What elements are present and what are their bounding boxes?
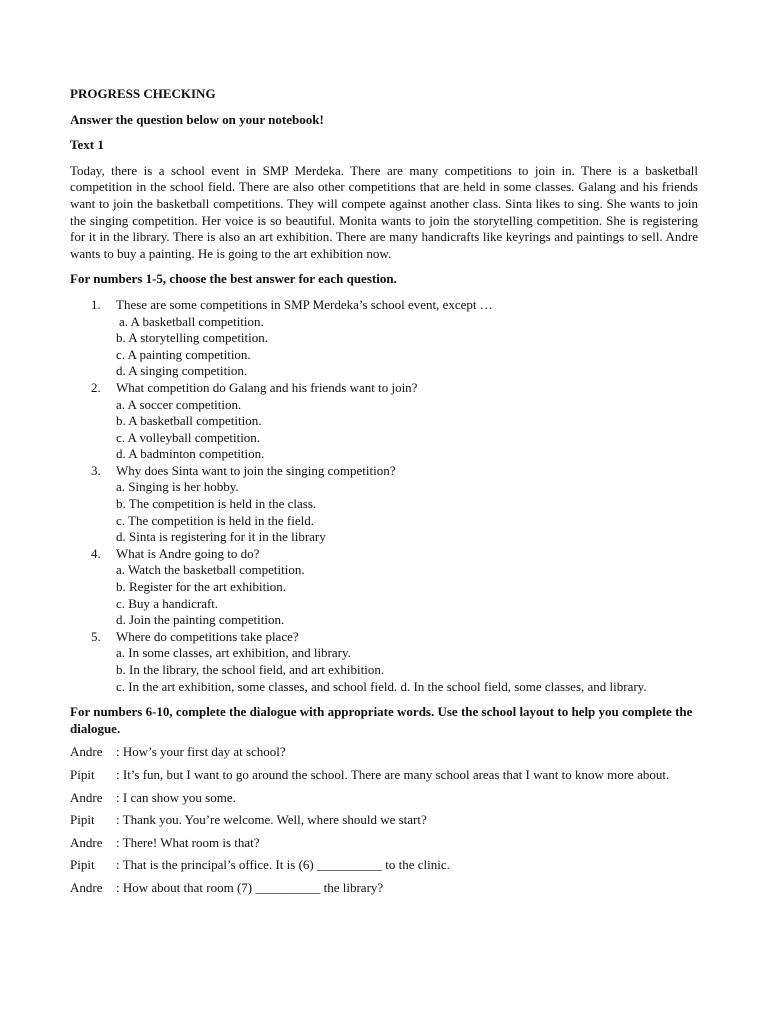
dialogue-line: : That is the principal’s office. It is (6) __________ to the clinic.: [116, 857, 450, 873]
dialogue-turn: [70, 880, 698, 897]
answer-option: d. Join the painting competition.: [116, 612, 285, 628]
instruction-text: Answer the question below on your notebook!: [70, 111, 324, 127]
dialogue-speaker: Pipit: [70, 812, 95, 828]
dialogue-speaker: Pipit: [70, 857, 95, 873]
answer-option: a. In some classes, art exhibition, and library.: [116, 645, 351, 661]
answer-option: c. The competition is held in the field.: [116, 512, 314, 528]
question-text: Why does Sinta want to join the singing competition?: [116, 462, 396, 478]
question-list: [70, 297, 698, 695]
section2-instruction: For numbers 6-10, complete the dialogue with appropriate words. Use the school layout to help you complete the dialogue.: [70, 704, 693, 736]
answer-option: c. A volleyball competition.: [116, 429, 261, 445]
dialogue-speaker: Andre: [70, 789, 103, 805]
dialogue-speaker: Pipit: [70, 766, 95, 782]
question-number: 1.: [91, 296, 101, 312]
question-item: [70, 297, 698, 380]
question-item: [70, 463, 698, 546]
dialogue-line: : It’s fun, but I want to go around the school. There are many school areas that I want to know more about.: [116, 766, 670, 782]
answer-option: a. A soccer competition.: [116, 396, 242, 412]
document-content: [70, 86, 698, 903]
question-number: 5.: [91, 628, 101, 644]
answer-option: b. A storytelling competition.: [116, 330, 269, 346]
dialogue-line: : Thank you. You’re welcome. Well, where should we start?: [116, 812, 427, 828]
dialogue: [70, 744, 698, 896]
question-text: These are some competitions in SMP Merdeka’s school event, except …: [116, 296, 493, 312]
dialogue-turn: [70, 790, 698, 807]
dialogue-speaker: Andre: [70, 879, 103, 895]
section1-instruction: For numbers 1-5, choose the best answer for each question.: [70, 271, 397, 287]
answer-option: a. Singing is her hobby.: [116, 479, 239, 495]
question-item: [70, 546, 698, 629]
dialogue-line: : I can show you some.: [116, 789, 236, 805]
dialogue-speaker: Andre: [70, 744, 103, 760]
dialogue-turn: [70, 767, 698, 784]
page-heading: PROGRESS CHECKING: [70, 86, 216, 101]
dialogue-line: : How’s your first day at school?: [116, 744, 286, 760]
question-text: Where do competitions take place?: [116, 628, 299, 644]
answer-option: d. A badminton competition.: [116, 446, 265, 462]
text-label: Text 1: [70, 137, 104, 153]
dialogue-turn: [70, 744, 698, 761]
question-item: [70, 629, 698, 695]
answer-option: b. Register for the art exhibition.: [116, 579, 287, 595]
question-number: 3.: [91, 462, 101, 478]
answer-option: b. A basketball competition.: [116, 413, 262, 429]
answer-option: c. A painting competition.: [116, 346, 251, 362]
question-text: What competition do Galang and his friends want to join?: [116, 379, 418, 395]
question-number: 4.: [91, 545, 101, 561]
question-item: [70, 380, 698, 463]
answer-option: d. A singing competition.: [116, 363, 248, 379]
answer-option: a. A basketball competition.: [119, 313, 264, 329]
dialogue-line: : How about that room (7) __________ the library?: [116, 879, 384, 895]
reading-passage: Today, there is a school event in SMP Merdeka. There are many competitions to join in. There is a basketball competition in the school field. There are also other competitions that are held in some classes. Galang and his friends want to join the basketball competitions. They will compete against another class. Sinta likes to sing. She wants to join the singing competition. Her voice is so beautiful. Monita wants to join the storytelling competition. She is registering for it in the library. There is also an art exhibition. There are many handicrafts like keyrings and paintings to sell. Andre wants to buy a painting. He is going to the art exhibition now.: [70, 162, 698, 261]
question-text: What is Andre going to do?: [116, 545, 260, 561]
dialogue-line: : There! What room is that?: [116, 834, 260, 850]
dialogue-turn: [70, 812, 698, 829]
question-number: 2.: [91, 379, 101, 395]
answer-option: d. Sinta is registering for it in the library: [116, 529, 326, 545]
answer-option: c. In the art exhibition, some classes, and school field. d. In the school field, some classes, and library.: [116, 678, 647, 694]
dialogue-turn: [70, 835, 698, 852]
answer-option: c. Buy a handicraft.: [116, 595, 219, 611]
answer-option: b. The competition is held in the class.: [116, 496, 317, 512]
answer-option: a. Watch the basketball competition.: [116, 562, 305, 578]
dialogue-turn: [70, 857, 698, 874]
dialogue-speaker: Andre: [70, 834, 103, 850]
answer-option: b. In the library, the school field, and art exhibition.: [116, 662, 385, 677]
